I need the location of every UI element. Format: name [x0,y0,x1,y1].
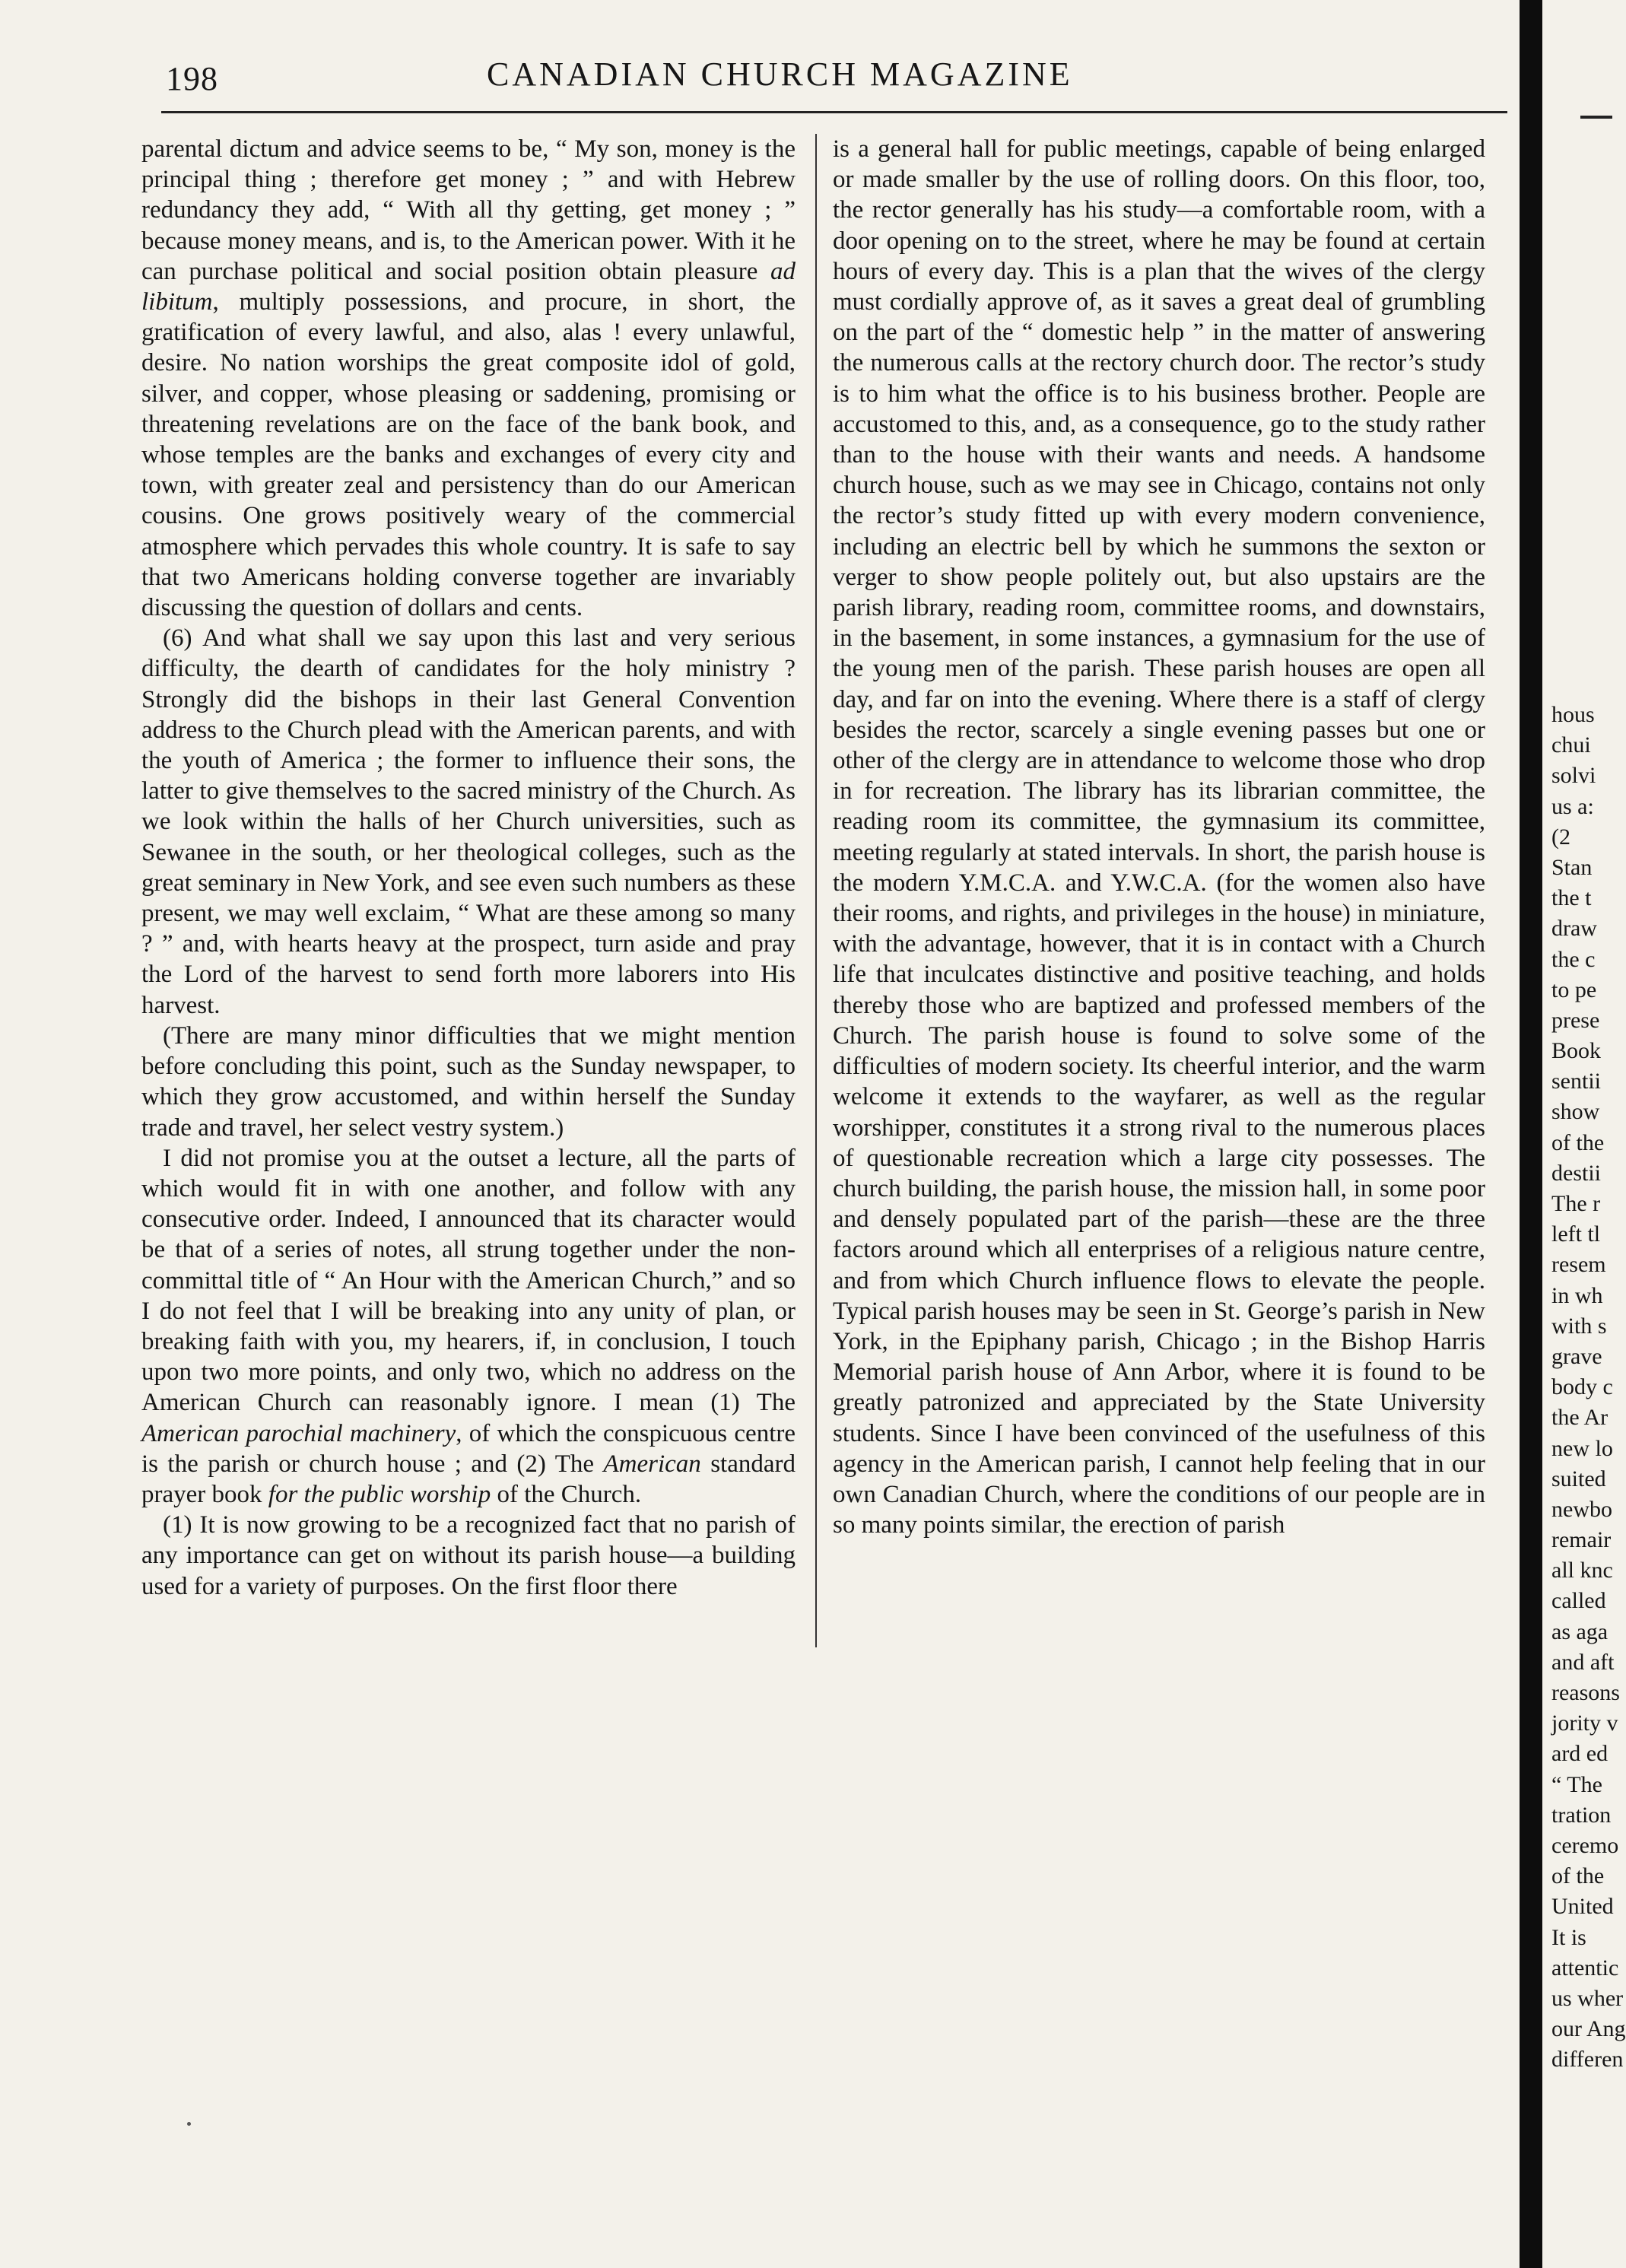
fragment-line: left tl [1551,1221,1601,1247]
fragment-line: to pe [1551,977,1597,1002]
text-run: (6) And what shall we say upon this last and very serious difficulty, the dearth of candidates for the holy ministry ? Strongly did the bishops in their last General Convention address to the Church plead with the American parents, and with the youth of America ; the former to influence their sons, the latter to give themselves to the sacred ministry of the Church. As we look within the halls of her Church universities, such as Sewanee in the south, or her theological colleges, such as the great seminary in New York, and see even such numbers as these present, we may well exclaim, “ What are these among so many ? ” and, with hearts heavy at the prospect, turn aside and pray the Lord of the harvest to send forth more laborers into His harvest. [141,624,796,1019]
fragment-line: resem [1551,1252,1606,1278]
fragment-line: of the [1551,1129,1605,1155]
fragment-line: attentic [1551,1955,1619,1981]
fragment-line: called [1551,1588,1606,1614]
fragment-line: chui [1551,732,1591,758]
header-rule [161,111,1507,113]
fragment-line: us a: [1551,793,1594,819]
paragraph [833,134,1485,1540]
paragraph [141,134,796,623]
italic-run: American parochial machinery [141,1419,456,1447]
fragment-line: “ The [1551,1771,1602,1797]
ink-speck [187,2122,191,2126]
fragment-line: tration [1551,1802,1612,1828]
fragment-line: and aft [1551,1649,1615,1675]
fragment-line: draw [1551,916,1597,942]
fragment-line: in wh [1551,1282,1603,1308]
fragment-line: the t [1551,885,1592,911]
fragment-line: newbo [1551,1496,1612,1522]
fragment-line: destii [1551,1160,1601,1186]
paragraph [141,1510,796,1602]
fragment-line: Book [1551,1038,1602,1064]
fragment-line: with s [1551,1313,1607,1339]
column-divider [815,134,817,1647]
italic-run: American [603,1450,701,1478]
text-run: I did not promise you at the outset a lecture, all the parts of which would fit in with one another, and follow with any consecutive order. Indeed, I announced that its character would be that of a series of notes, all strung together under the non-committal title of “ An Hour with the American Church,” and so I do not feel that I will be breaking into any unity of plan, or breaking faith with you, my hearers, if, in conclusion, I touch upon two more points, and only two, which no address on the American Church can reasonably ignore. I mean (1) The [141,1144,796,1417]
text-run: , of which the conspicuous centre is the parish or church house ; and (2) The [141,1419,796,1478]
paragraph [141,1143,796,1510]
right-column [833,134,1485,1540]
page-number: 198 [166,60,218,97]
text-run: is a general hall for public meetings, capable of being enlarged or made smaller by the use of rolling doors. On this floor, too, the rector generally has his study—a comfortable room, with a door opening on to the street, where he may be found at certain hours of every day. This is a plan that the wives of the clergy must cordially approve of, as it saves a great deal of grumbling on the part of the “ domestic help ” in the matter of answering the numerous calls at the rectory church door. The rector’s study is to him what the office is to his business brother. People are accustomed to this, and, as a consequence, go to the study rather than to the house with their wants and needs. A handsome church house, such as we may see in Chicago, contains not only the rector’s study fitted up with every modern convenience, including an electric bell by which he summons the sexton or verger to show people politely out, but also upstairs are the parish library, reading room, committee rooms, and downstairs, in the basement, in some instances, a gymnasium for the use of the young men of the parish. These parish houses are open all day, and far on into the evening. Where there is a staff of clergy besides the rector, scarcely a single evening passes but one or other of the clergy are in attendance to welcome those who drop in for recreation. The library has its librarian committee, the reading room its committee, the gymnasium its committee, meeting regularly at stated intervals. In short, the parish house is the modern Y.M.C.A. and Y.W.C.A. (for the women also have their rooms, and rights, and privileges in the house) in miniature, with the advantage, however, that it is in contact with a Church life that inculcates distinctive and positive teaching, and holds thereby those who are baptized and professed members of the Church. The parish house is found to solve some of the difficulties of modern society. Its cheerful interior, and the warm welcome it extends to the wayfarer, as well as the regular worshipper, constitutes it a strong rival to the numerous places of questionable recreation which a large city possesses. The church building, the parish house, the mission hall, in some poor and densely populated part of the parish—these are the three factors around which all enterprises of a religious nature centre, and from which Church influence flows to elevate the people. Typical parish houses may be seen in St. George’s parish in New York, in the Epiphany parish, Chicago ; in the Bishop Harris Memorial parish house of Ann Arbor, where it is found to be greatly patronized and appreciated by the State University students. Since I have been convinced of the usefulness of this agency in the American parish, I cannot help feeling that in our own Canadian Church, where the conditions of our people are in so many points similar, the erection of parish [833,135,1485,1539]
fragment-line: prese [1551,1007,1600,1033]
paragraph [141,1021,796,1143]
fragment-line: jority v [1551,1711,1618,1736]
paragraph [141,623,796,1021]
fragment-line: all knc [1551,1558,1613,1583]
fragment-line: It is [1551,1924,1586,1950]
text-run: of the Church. [491,1480,642,1508]
fragment-line: The r [1551,1191,1601,1216]
text-run: (1) It is now growing to be a recognized fact that no parish of any importance can get on without its parish house—a building used for a variety of purposes. On the first floor there [141,1511,796,1600]
fragment-line: hous [1551,702,1595,727]
text-run: standard prayer book [141,1450,796,1508]
italic-run: ad libitum [141,257,796,316]
fragment-line: Stan [1551,854,1593,880]
adjacent-page-fragments [1551,700,1626,2075]
fragment-line: ard ed [1551,1741,1609,1767]
running-head: CANADIAN CHURCH MAGAZINE [487,56,1073,93]
fragment-line: new lo [1551,1435,1613,1461]
fragment-line: (2 [1551,824,1570,850]
fragment-line: the c [1551,946,1596,972]
fragment-line: reasons [1551,1680,1620,1705]
fragment-line: grave [1551,1343,1602,1369]
fragment-line: body c [1551,1374,1613,1400]
fragment-line: show [1551,1099,1600,1125]
text-run: , multiply possessions, and procure, in short, the gratification of every lawful, and also, alas ! every unlawful, desire. No nation worships the great composite idol of gold, silver, and copper, whose pleasing or saddening, promising or threatening revelations are on the face of the bank book, and whose temples are the banks and exchanges of every city and town, with greater zeal and persistency than do our American cousins. One grows positively weary of the commercial atmosphere which pervades this whole country. It is safe to say that two Americans holding converse together are invariably discussing the question of dollars and cents. [141,288,796,622]
edge-dash [1580,116,1612,119]
binding-bar [1520,0,1542,2268]
fragment-line: our Ang [1551,2016,1626,2042]
fragment-line: as aga [1551,1618,1609,1644]
fragment-line: ceremo [1551,1832,1619,1858]
fragment-line: of the [1551,1863,1605,1889]
fragment-line: solvi [1551,763,1596,789]
text-run: parental dictum and advice seems to be, “ My son, money is the principal thing ; therefore get money ; ” and with Hebrew redundancy they add, “ With all thy getting, get money ; ” because money means, and is, to the American power. With it he can purchase political and social position obtain pleasure [141,135,796,285]
fragment-line: United [1551,1894,1614,1920]
fragment-line: differen [1551,2047,1624,2073]
fragment-line: suited [1551,1466,1606,1491]
text-run: (There are many minor difficulties that we might mention before concluding this point, such as the Sunday newspaper, to which they grow accustomed, and within herself the Sunday trade and travel, her select vestry system.) [141,1021,796,1142]
left-column [141,134,796,1602]
fragment-line: us wher [1551,1985,1624,2011]
fragment-line: sentii [1551,1069,1601,1094]
fragment-line: remair [1551,1527,1612,1553]
italic-run: for the public worship [268,1480,491,1508]
fragment-line: the Ar [1551,1405,1609,1431]
